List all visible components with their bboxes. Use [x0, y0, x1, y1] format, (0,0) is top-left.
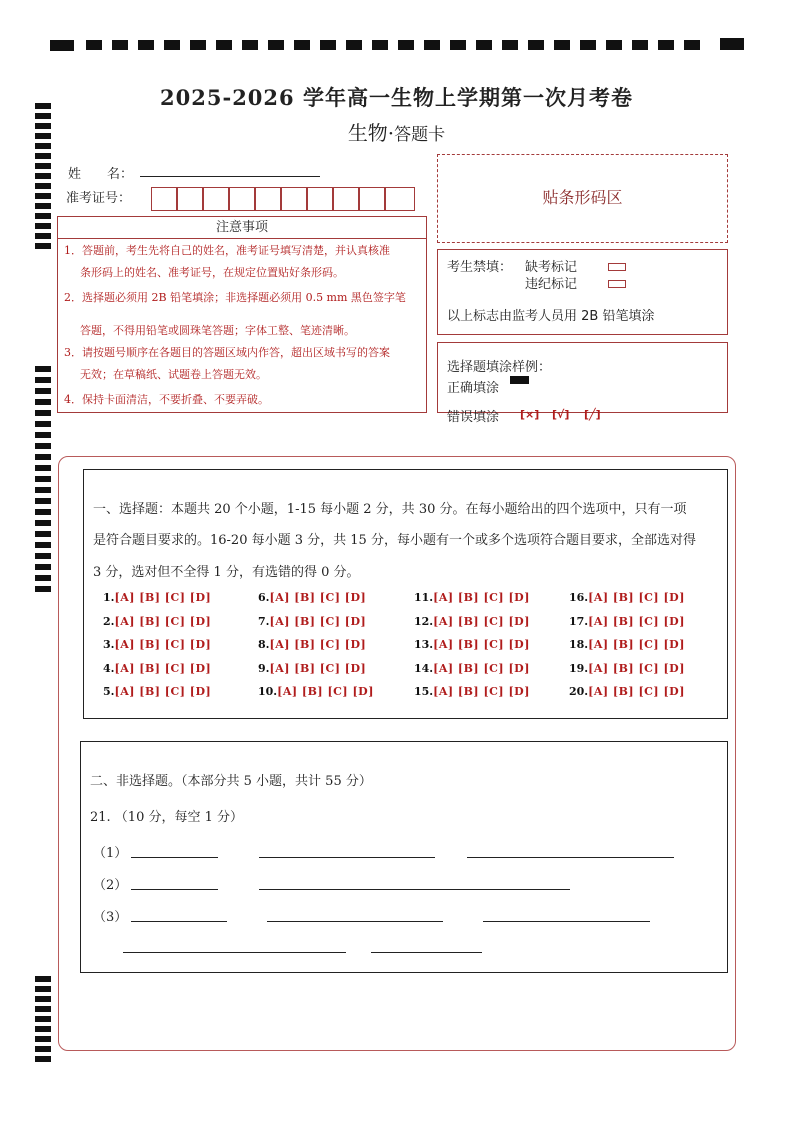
name-field[interactable]: [140, 176, 320, 177]
id-cell[interactable]: [359, 187, 385, 211]
notice-item: 条形码上的姓名、准考证号，在规定位置贴好条形码。: [80, 266, 344, 279]
id-cell[interactable]: [229, 187, 255, 211]
question-number: 1.: [103, 591, 115, 604]
absent-label: 缺考标记: [525, 260, 578, 275]
answer-blank[interactable]: [467, 857, 674, 858]
choice-row[interactable]: [103, 638, 211, 662]
option-bubbles[interactable]: [A] [B] [C] [D]: [588, 685, 685, 698]
question-number: 15.: [414, 685, 434, 698]
choice-column: [103, 591, 211, 709]
option-bubbles[interactable]: [A] [B] [C] [D]: [114, 638, 212, 651]
timing-marks-top: [0, 0, 793, 60]
choice-column: [414, 591, 530, 709]
answer-blank[interactable]: [259, 889, 570, 890]
notice-item: 无效；在草稿纸、试题卷上答题无效。: [80, 368, 267, 381]
answer-blank[interactable]: [123, 952, 346, 953]
option-bubbles[interactable]: [A] [B] [C] [D]: [269, 614, 367, 628]
exam-id-grid[interactable]: [151, 187, 415, 211]
forbidden-note: 以上标志由监考人员用 2B 铅笔填涂: [447, 309, 655, 324]
barcode-label: 贴条形码区: [542, 188, 623, 207]
question-number: 3.: [103, 638, 115, 651]
timing-marks-left: [0, 0, 60, 1123]
option-bubbles[interactable]: [A] [B] [C] [D]: [114, 614, 212, 628]
id-cell[interactable]: [385, 187, 415, 211]
choice-row[interactable]: [258, 662, 374, 686]
question-number: 12.: [414, 614, 434, 628]
notice-box: [57, 216, 427, 413]
option-bubbles[interactable]: [A] [B] [C] [D]: [277, 685, 374, 698]
question-number: 9.: [258, 661, 270, 675]
choice-row[interactable]: [569, 662, 685, 686]
id-cell[interactable]: [255, 187, 281, 211]
nonchoice-title: 二、非选择题。（本部分共 5 小题，共计 55 分）: [90, 774, 372, 789]
choice-instructions-line3: 3 分，选对但不全得 1 分，有选错的得 0 分。: [93, 565, 360, 580]
choice-row[interactable]: [569, 591, 685, 615]
answer-blank[interactable]: [267, 921, 443, 922]
id-cell[interactable]: [203, 187, 229, 211]
option-bubbles[interactable]: [A] [B] [C] [D]: [269, 638, 367, 651]
option-bubbles[interactable]: [A] [B] [C] [D]: [588, 614, 685, 628]
question-number: 17.: [569, 614, 589, 628]
option-bubbles[interactable]: [A] [B] [C] [D]: [588, 638, 685, 651]
forbidden-label: 考生禁填：: [447, 260, 513, 275]
wrong-mark-check: [√]: [552, 408, 570, 421]
choice-instructions-line2: 是符合题目要求的。16-20 每小题 3 分，共 15 分，每小题有一个或多个选项符合题目要求，全部选对得: [93, 533, 696, 548]
question-number: 19.: [569, 661, 589, 675]
question-number: 6.: [258, 591, 270, 604]
choice-row[interactable]: [103, 662, 211, 686]
id-cell[interactable]: [177, 187, 203, 211]
blank-label-2: （2）: [93, 878, 128, 893]
wrong-fill-label: 错误填涂: [447, 410, 500, 425]
choice-column: [569, 591, 685, 709]
forbidden-box: [437, 249, 728, 335]
option-bubbles[interactable]: [A] [B] [C] [D]: [114, 685, 212, 698]
option-bubbles[interactable]: [A] [B] [C] [D]: [588, 661, 685, 675]
section-nonchoice: [80, 741, 728, 973]
question-number: 5.: [103, 685, 115, 698]
question-number: 11.: [414, 591, 434, 604]
blank-label-3: （3）: [93, 910, 128, 925]
answer-blank[interactable]: [131, 889, 218, 890]
answer-blank[interactable]: [259, 857, 435, 858]
fill-example-title: 选择题填涂样例：: [447, 360, 552, 375]
id-cell[interactable]: [307, 187, 333, 211]
question-number: 14.: [414, 661, 434, 675]
option-bubbles[interactable]: [A] [B] [C] [D]: [269, 661, 367, 675]
page-title: 2025-2026 学年高一生物上学期第一次月考卷: [160, 85, 633, 110]
answer-blank[interactable]: [131, 921, 227, 922]
correct-fill-sample: [510, 376, 529, 384]
id-cell[interactable]: [151, 187, 177, 211]
choice-instructions-line1: 一、选择题：本题共 20 个小题，1-15 每小题 2 分，共 30 分。在每小题给出的四个选项中，只有一项: [93, 502, 687, 517]
id-cell[interactable]: [281, 187, 307, 211]
fill-example-box: [437, 342, 728, 425]
choice-row[interactable]: [258, 591, 374, 615]
question-number: 20.: [569, 685, 589, 698]
choice-row[interactable]: [414, 662, 530, 686]
option-bubbles[interactable]: [A] [B] [C] [D]: [433, 614, 530, 628]
question-number: 7.: [258, 614, 270, 628]
answer-blank[interactable]: [131, 857, 218, 858]
question-number: 13.: [414, 638, 434, 651]
violation-mark-box[interactable]: [608, 280, 626, 288]
choice-row[interactable]: [103, 685, 211, 709]
notice-item: 4．保持卡面清洁，不要折叠、不要弄破。: [64, 393, 269, 406]
choice-row[interactable]: [569, 685, 685, 709]
option-bubbles[interactable]: [A] [B] [C] [D]: [433, 591, 530, 604]
id-cell[interactable]: [333, 187, 359, 211]
page-subtitle: [0, 117, 793, 146]
question-number: 10.: [258, 685, 278, 698]
subtitle-sub: 答题卡: [394, 125, 446, 145]
name-label: 姓 名：: [68, 167, 134, 182]
section-choice: [83, 469, 728, 719]
choice-row[interactable]: [414, 685, 530, 709]
notice-item: 答题，不得用铅笔或圆珠笔答题；字体工整、笔迹清晰。: [80, 324, 355, 337]
option-bubbles[interactable]: [A] [B] [C] [D]: [433, 661, 530, 675]
choice-row[interactable]: [414, 615, 530, 639]
answer-blank[interactable]: [371, 952, 482, 953]
question-number: 18.: [569, 638, 589, 651]
option-bubbles[interactable]: [A] [B] [C] [D]: [114, 661, 212, 675]
notice-title: 注意事项: [58, 217, 426, 239]
absent-mark-box[interactable]: [608, 263, 626, 271]
choice-row[interactable]: [414, 638, 530, 662]
question-21-header: 21. （10 分，每空 1 分）: [90, 810, 244, 825]
subtitle-main: 生物·: [347, 121, 395, 145]
choice-column: [258, 591, 374, 709]
choice-row[interactable]: [569, 615, 685, 639]
wrong-mark-cross: [×]: [520, 408, 540, 421]
option-bubbles[interactable]: [A] [B] [C] [D]: [433, 685, 530, 698]
option-bubbles[interactable]: [A] [B] [C] [D]: [433, 638, 530, 651]
notice-item: 1．答题前，考生先将自己的姓名，准考证号填写清楚，并认真核准: [64, 244, 390, 257]
choice-row[interactable]: [258, 685, 374, 709]
notice-item: 2．选择题必须用 2B 铅笔填涂；非选择题必须用 0.5 mm 黑色签字笔: [64, 291, 406, 304]
choice-row[interactable]: [103, 591, 211, 615]
option-bubbles[interactable]: [A] [B] [C] [D]: [588, 591, 685, 604]
option-bubbles[interactable]: [A] [B] [C] [D]: [114, 591, 212, 604]
id-label: 准考证号：: [66, 191, 132, 206]
wrong-mark-slash: [╱]: [584, 408, 601, 421]
choice-row[interactable]: [103, 615, 211, 639]
choice-row[interactable]: [414, 591, 530, 615]
notice-item: 3．请按题号顺序在各题目的答题区域内作答，超出区域书写的答案: [64, 346, 390, 359]
choice-row[interactable]: [569, 638, 685, 662]
violation-label: 违纪标记: [525, 277, 578, 292]
choice-row[interactable]: [258, 638, 374, 662]
answer-blank[interactable]: [483, 921, 650, 922]
option-bubbles[interactable]: [A] [B] [C] [D]: [269, 591, 367, 604]
blank-label-1: （1）: [93, 846, 128, 861]
question-number: 4.: [103, 661, 115, 675]
question-number: 16.: [569, 591, 589, 604]
question-number: 8.: [258, 638, 270, 651]
question-number: 2.: [103, 614, 115, 628]
choice-row[interactable]: [258, 615, 374, 639]
correct-fill-label: 正确填涂: [447, 381, 500, 396]
barcode-area: [437, 154, 728, 243]
